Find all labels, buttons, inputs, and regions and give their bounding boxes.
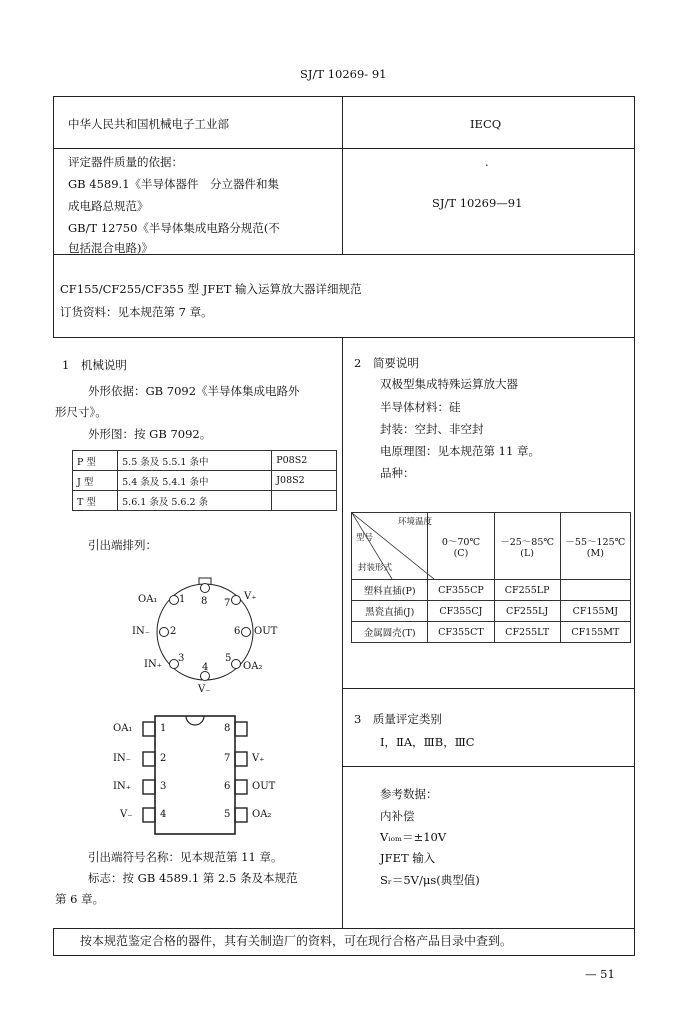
spec-title: CF155/CF255/CF355 型 JFET 输入运算放大器详细规范 xyxy=(60,282,362,296)
circle-pin-label: IN₋ xyxy=(132,626,150,637)
description-line: 双极型集成特殊运算放大器 xyxy=(380,377,518,391)
temp-code: (C) xyxy=(453,547,469,559)
temp-column-header xyxy=(428,513,494,580)
table-row xyxy=(352,601,631,622)
circle-pin-number: 4 xyxy=(202,662,209,673)
reference-item: Sᵣ＝5V/μs(典型值) xyxy=(380,873,480,887)
model-cell xyxy=(560,580,630,601)
package-name: 黑瓷直插(J) xyxy=(352,601,428,622)
marking-note-cont: 第 6 章。 xyxy=(55,892,105,906)
dot-mark: · xyxy=(485,158,489,172)
model-cell: CF155MT xyxy=(560,622,630,643)
basis-line: 评定器件质量的依据： xyxy=(68,155,183,169)
circular-pin-diagram xyxy=(110,570,320,710)
basis-line: 包括混合电路)》 xyxy=(68,241,153,255)
frame-line-right-2 xyxy=(342,766,635,767)
frame-top-line xyxy=(53,96,635,97)
qualification-note: 按本规范鉴定合格的器件，其有关制造厂的资料，可在现行合格产品目录中查到。 xyxy=(80,934,513,948)
frame-line-1 xyxy=(53,148,635,149)
frame-mid-line-b xyxy=(342,337,343,929)
marking-note: 标志：按 GB 4589.1 第 2.5 条及本规范 xyxy=(88,871,298,885)
circle-pin-number: 2 xyxy=(170,626,177,637)
frame-left-line-b xyxy=(53,254,54,338)
dip-pin-number: 1 xyxy=(160,723,167,734)
dip-pin-number: 5 xyxy=(224,809,231,820)
dip-pin-label: V₋ xyxy=(120,809,133,820)
model-cell: CF155MJ xyxy=(560,601,630,622)
temp-range: －25～85℃ xyxy=(500,536,555,548)
dip-pin-number: 4 xyxy=(160,809,167,820)
package-name: 金属圆壳(T) xyxy=(352,622,428,643)
table-row xyxy=(352,622,631,643)
package-type: J 型 xyxy=(73,471,118,491)
pin-arrangement-label: 引出端排列： xyxy=(88,538,157,552)
temp-code: (M) xyxy=(586,547,604,559)
doc-number-header: SJ/T 10269- 91 xyxy=(300,67,387,81)
model-cell: CF255LJ xyxy=(494,601,560,622)
temp-code: (L) xyxy=(520,547,534,559)
outline-basis-cont: 形尺寸》。 xyxy=(55,405,107,419)
table-row xyxy=(352,513,631,580)
corner-label-temperature: 环境温度 xyxy=(398,517,433,527)
model-cell: CF255LT xyxy=(494,622,560,643)
circle-pin-label: IN₊ xyxy=(144,659,162,670)
section3-heading: 3 质量评定类别 xyxy=(354,712,442,726)
grade-table xyxy=(351,512,631,643)
circle-pin-number: 3 xyxy=(178,653,185,664)
frame-right-line-a xyxy=(634,96,635,254)
frame-right-line-c xyxy=(634,337,635,929)
dip-pin-label: IN₊ xyxy=(113,781,131,792)
outline-basis: 外形依据：GB 7092《半导体集成电路外 xyxy=(88,384,300,398)
model-cell: CF355CT xyxy=(428,622,494,643)
page-number: — 51 xyxy=(585,967,615,981)
corner-label-package: 封装形式 xyxy=(358,563,393,573)
basis-line: GB/T 12750《半导体集成电路分规范(不 xyxy=(68,221,280,235)
frame-right-line-b xyxy=(634,254,635,338)
dip-pin-number: 7 xyxy=(224,753,231,764)
description-line: 品种： xyxy=(380,466,415,480)
dip-pin-label: V₊ xyxy=(252,753,265,764)
outline-drawing: 外形图：按 GB 7092。 xyxy=(88,427,212,441)
basis-line: GB 4589.1《半导体器件 分立器件和集 xyxy=(68,177,280,191)
frame-right-line-d xyxy=(634,928,635,956)
circle-pin-number: 5 xyxy=(225,653,232,664)
temp-column-header xyxy=(494,513,560,580)
description-line: 半导体材料：硅 xyxy=(380,400,461,414)
table-row xyxy=(73,471,337,491)
circle-pin-label: V₋ xyxy=(198,684,211,695)
quality-categories: Ⅰ，ⅡA，ⅢB，ⅢC xyxy=(380,735,475,749)
dip-pin-label: OA₂ xyxy=(252,809,272,820)
dip-pin-diagram xyxy=(110,712,310,842)
circle-pin-label: OA₁ xyxy=(138,594,158,605)
frame-left-line-a xyxy=(53,96,54,254)
dip-pin-number: 8 xyxy=(224,723,231,734)
temp-range: －55～125℃ xyxy=(565,536,626,548)
package-clause: 5.6.1 条及 5.6.2 条 xyxy=(118,491,272,511)
package-type: T 型 xyxy=(73,491,118,511)
model-cell: CF355CP xyxy=(428,580,494,601)
circle-pin-label: OA₂ xyxy=(243,661,263,672)
package-code: J08S2 xyxy=(272,471,337,491)
reference-data-title: 参考数据： xyxy=(380,787,438,801)
package-type: P 型 xyxy=(73,451,118,471)
section2-heading: 2 简要说明 xyxy=(354,356,419,370)
description-line: 封装：空封、非空封 xyxy=(380,422,484,436)
temp-column-header xyxy=(560,513,630,580)
frame-line-4 xyxy=(53,928,635,929)
circle-pin-label: OUT xyxy=(254,626,278,637)
order-info: 订货资料：见本规范第 7 章。 xyxy=(60,305,213,319)
package-clause: 5.4 条及 5.4.1 条中 xyxy=(118,471,272,491)
dip-pin-number: 6 xyxy=(224,781,231,792)
package-name: 塑料直插(P) xyxy=(352,580,428,601)
package-code: P08S2 xyxy=(272,451,337,471)
frame-mid-line-a xyxy=(342,96,343,254)
reference-item: Vᵢₒₘ＝±10V xyxy=(380,830,447,844)
dip-pin-number: 3 xyxy=(160,781,167,792)
circle-pin-number: 7 xyxy=(224,598,231,609)
description-line: 电原理图：见本规范第 11 章。 xyxy=(380,444,540,458)
basis-line: 成电路总规范》 xyxy=(68,199,149,213)
circle-pin-number: 6 xyxy=(234,626,241,637)
frame-left-line-c xyxy=(53,928,54,956)
dip-pin-number: 2 xyxy=(160,753,167,764)
section1-heading: 1 机械说明 xyxy=(62,358,127,372)
iecq-label: IECQ xyxy=(470,117,502,131)
table-row xyxy=(352,580,631,601)
frame-line-3 xyxy=(53,337,635,338)
package-table xyxy=(72,450,337,511)
reference-item: JFET 输入 xyxy=(380,851,436,865)
table-corner-cell xyxy=(352,513,433,580)
ministry-name: 中华人民共和国机械电子工业部 xyxy=(68,117,229,131)
dip-pin-label: OA₁ xyxy=(113,723,133,734)
model-cell: CF255LP xyxy=(494,580,560,601)
reference-item: 内补偿 xyxy=(380,809,415,823)
table-row xyxy=(73,491,337,511)
corner-label-model: 型号 xyxy=(356,533,374,543)
dip-pin-label: IN₋ xyxy=(113,753,131,764)
temp-range: 0～70℃ xyxy=(441,536,481,548)
pin-names-note: 引出端符号名称：见本规范第 11 章。 xyxy=(88,850,283,864)
dip-pin-label: OUT xyxy=(252,781,276,792)
frame-line-right-1 xyxy=(342,688,635,689)
spec-number: SJ/T 10269—91 xyxy=(432,196,523,210)
table-row xyxy=(73,451,337,471)
circle-pin-number: 8 xyxy=(201,596,208,607)
model-cell: CF355CJ xyxy=(428,601,494,622)
circle-pin-label: V₊ xyxy=(244,591,257,602)
circle-pin-number: 1 xyxy=(179,594,186,605)
package-code xyxy=(272,491,337,511)
frame-bottom-line xyxy=(53,955,635,956)
package-clause: 5.5 条及 5.5.1 条中 xyxy=(118,451,272,471)
